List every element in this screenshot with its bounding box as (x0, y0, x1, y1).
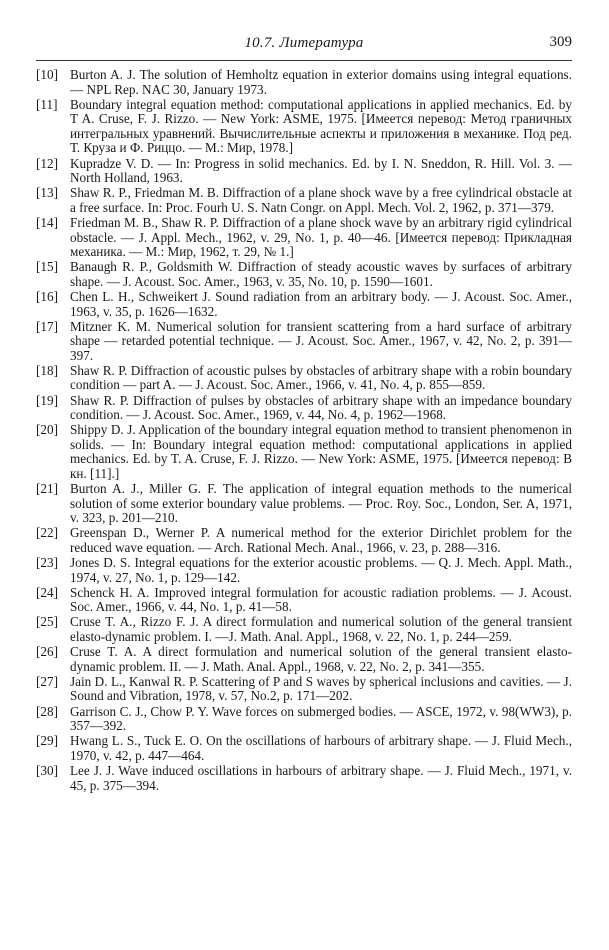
reference-item (36, 68, 572, 97)
reference-number: [21] (36, 481, 58, 497)
reference-number: [24] (36, 584, 58, 600)
reference-number: [29] (36, 733, 58, 749)
reference-text: Chen L. H., Schweikert J. Sound radiation from an arbitrary body. — J. Acoust. Soc. Amer., 1963, v. 35, p. 1626—1632. (70, 288, 572, 319)
reference-item (36, 98, 572, 156)
reference-text: Boundary integral equation method: computational applications in applied mechanics. Ed. by T A. Cruse, F. J. Rizzo. — New York: ASME, 1975. [Имеется перевод: Метод граничных интегральных уравнений. Вычислительные аспекты и приложения в механике. Под ред. Т. Круза и Ф. Риццо. — М.: Мир, 1978.] (70, 96, 572, 156)
reference-text: Greenspan D., Werner P. A numerical method for the exterior Dirichlet problem for the reduced wave equation. — Arch. Rational Mech. Anal., 1966, v. 23, p. 288—316. (70, 525, 572, 555)
reference-item (36, 260, 572, 289)
reference-text: Cruse T. A. A direct formulation and numerical solution of the general transient elasto-dynamic problem. II. — J. Math. Anal. Appl., 1968, v. 22, No. 2, p. 341—355. (70, 644, 572, 674)
reference-text: Shippy D. J. Application of the boundary integral equation method to transient phenomenon in solids. — In: Boundary integral equation method: computational applications in applied mechanics. Ed. by T. A. Cruse, F. J. Rizzo. — New York: ASME, 1975. [Имеется перевод: В кн. [11].] (70, 422, 572, 482)
reference-item (36, 526, 572, 555)
reference-number: [27] (36, 673, 58, 689)
page-number: 309 (549, 34, 572, 50)
reference-number: [13] (36, 185, 58, 201)
reference-number: [25] (36, 614, 58, 630)
reference-text: Friedman M. B., Shaw R. P. Diffraction of a plane shock wave by an arbitrary rigid cylindrical obstacle. — J. Appl. Mech., 1962, v. 29, No. 1, p. 40—46. [Имеется перевод: Прикладная механика. — М.: Мир, 1962, т. 29, № 1.] (70, 214, 572, 260)
reference-item (36, 764, 572, 793)
reference-text: Shaw R. P. Diffraction of acoustic pulses by obstacles of arbitrary shape with a robin boundary condition — part A. — J. Acoust. Soc. Amer., 1966, v. 41, No. 4, p. 855—859. (70, 362, 572, 393)
reference-number: [12] (36, 155, 58, 171)
reference-text: Lee J. J. Wave induced oscillations in harbours of arbitrary shape. — J. Fluid Mech., 1971, v. 45, p. 375—394. (70, 762, 572, 793)
running-title: 10.7. Литература (244, 35, 364, 51)
reference-item (36, 186, 572, 215)
reference-number: [19] (36, 392, 58, 408)
reference-number: [16] (36, 288, 58, 304)
reference-item (36, 556, 572, 585)
reference-item (36, 394, 572, 423)
reference-item (36, 482, 572, 526)
reference-item (36, 364, 572, 393)
reference-text: Shaw R. P., Friedman M. B. Diffraction of a plane shock wave by a free cylindrical obstacle at a free surface. In: Proc. Fourh U. S. Natn Congr. on Appl. Mech. Vol. 2, 1962, p. 371—379. (70, 185, 572, 215)
reference-item (36, 586, 572, 615)
reference-text: Shaw R. P. Diffraction of pulses by obstacles of arbitrary shape with an impedance boundary condition. — J. Acoust. Soc. Amer., 1969, v. 44, No. 4, p. 1962—1968. (70, 392, 572, 423)
reference-text: Kupradze V. D. — In: Progress in solid mechanics. Ed. by I. N. Sneddon, R. Hill. Vol. 3. — North Holland, 1963. (70, 155, 572, 186)
reference-number: [26] (36, 644, 58, 660)
reference-item (36, 705, 572, 734)
reference-item (36, 615, 572, 644)
reference-item (36, 290, 572, 319)
reference-item (36, 157, 572, 186)
reference-number: [14] (36, 214, 58, 230)
reference-number: [18] (36, 362, 58, 378)
reference-item (36, 320, 572, 364)
reference-number: [10] (36, 67, 58, 82)
reference-list (36, 68, 572, 794)
reference-number: [17] (36, 318, 58, 334)
reference-item (36, 423, 572, 481)
reference-number: [22] (36, 525, 58, 541)
reference-text: Hwang L. S., Tuck E. O. On the oscillations of harbours of arbitrary shape. — J. Fluid Mech., 1970, v. 42, p. 447—464. (70, 733, 572, 763)
reference-number: [11] (36, 96, 58, 112)
reference-number: [15] (36, 259, 58, 275)
reference-number: [23] (36, 555, 58, 571)
reference-text: Schenck H. A. Improved integral formulation for acoustic radiation problems. — J. Acoust. Soc. Amer., 1966, v. 44, No. 1, p. 41—58. (70, 584, 572, 615)
reference-text: Cruse T. A., Rizzo F. J. A direct formulation and numerical solution of the general transient elasto-dynamic problem. I. —J. Math. Anal. Appl., 1968, v. 22, No. 1, p. 244—259. (70, 614, 572, 645)
reference-text: Banaugh R. P., Goldsmith W. Diffraction of steady acoustic waves by surfaces of arbitrary shape. — J. Acoust. Soc. Amer., 1963, v. 35, No. 10, p. 1590—1601. (70, 259, 572, 289)
reference-text: Mitzner K. M. Numerical solution for transient scattering from a hard surface of arbitrary shape — retarded potential technique. — J. Acoust. Soc. Amer., 1967, v. 42, No. 2, p. 391—397. (70, 318, 572, 363)
reference-text: Burton A. J. The solution of Hemholtz equation in exterior domains using integral equations.— NPL Rep. NAC 30, January 1973. (70, 67, 572, 97)
reference-text: Jain D. L., Kanwal R. P. Scattering of P and S waves by spherical inclusions and cavities. — J. Sound and Vibration, 1978, v. 57, No.2, p. 171—202. (70, 673, 572, 704)
reference-item (36, 675, 572, 704)
reference-text: Burton A. J., Miller G. F. The application of integral equation methods to the numerical solution of some exterior boundary value problems. — Proc. Roy. Soc., London, Ser. A, 1971, v. 323, p. 201—210. (70, 481, 572, 526)
header-rule (36, 60, 572, 61)
reference-text: Jones D. S. Integral equations for the exterior acoustic problems. — Q. J. Mech. Appl. Math., 1974, v. 27, No. 1, p. 129—142. (70, 555, 572, 585)
reference-number: [30] (36, 762, 58, 778)
reference-item (36, 645, 572, 674)
page-header (36, 33, 572, 55)
reference-item (36, 216, 572, 260)
reference-number: [20] (36, 422, 58, 438)
reference-number: [28] (36, 703, 58, 719)
reference-text: Garrison C. J., Chow P. Y. Wave forces on submerged bodies. — ASCE, 1972, v. 98(WW3), p. 357—392. (70, 703, 572, 734)
reference-item (36, 734, 572, 763)
